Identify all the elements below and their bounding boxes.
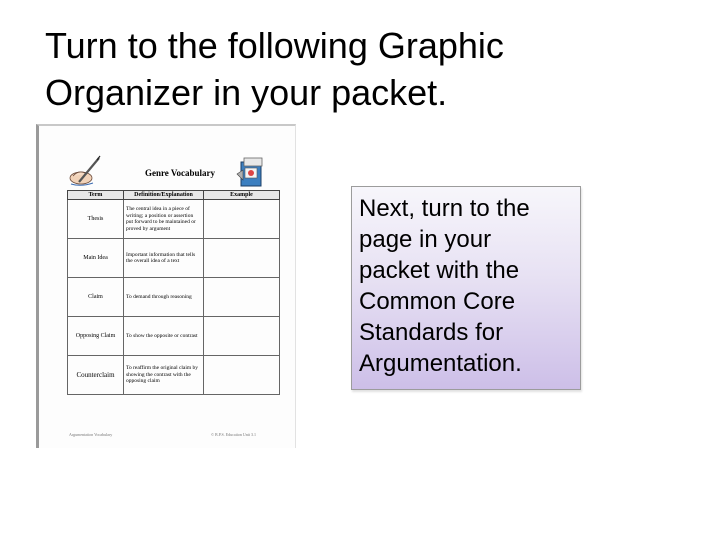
term-cell: Counterclaim <box>68 356 124 395</box>
callout-text <box>359 193 579 379</box>
example-cell <box>204 200 280 239</box>
term-cell: Opposing Claim <box>68 317 124 356</box>
slide-title <box>45 22 685 116</box>
column-header: Definition/Explanation <box>124 191 204 200</box>
footer-left-text: Argumentation Vocabulary <box>69 432 113 437</box>
genre-vocabulary-table <box>67 190 280 395</box>
definition-cell: Important information that tells the overall idea of a text <box>124 239 204 278</box>
table-row <box>68 356 280 395</box>
example-cell <box>204 278 280 317</box>
pencil-hand-icon <box>67 154 103 188</box>
callout-line: Common Core <box>359 288 516 315</box>
example-cell <box>204 356 280 395</box>
definition-cell: To demand through reasoning <box>124 278 204 317</box>
callout-line: packet with the <box>359 257 520 284</box>
page-heading: Genre Vocabulary <box>144 168 216 178</box>
example-cell <box>204 317 280 356</box>
definition-cell: To reaffirm the original claim by showing the contrast with the opposing claim <box>124 356 204 395</box>
table-header-row <box>68 191 280 200</box>
callout-line: Argumentation. <box>359 350 522 377</box>
callout-line: page in your <box>359 226 492 253</box>
term-cell: Claim <box>68 278 124 317</box>
table-row <box>68 317 280 356</box>
callout-line: Standards for <box>359 319 504 346</box>
packet-page-image <box>36 124 296 448</box>
footer-right-text: © B.P.S. Education Unit 3.1 <box>211 432 257 437</box>
callout-line: Next, turn to the <box>359 195 530 222</box>
slide-title-line: Organizer in your packet. <box>45 72 448 113</box>
table-row <box>68 278 280 317</box>
callout-box <box>351 186 581 390</box>
definition-cell: To show the opposite or contrast <box>124 317 204 356</box>
column-header: Example <box>204 191 280 200</box>
example-cell <box>204 239 280 278</box>
column-header: Term <box>68 191 124 200</box>
term-cell: Thesis <box>68 200 124 239</box>
definition-cell: The central idea in a piece of writing; a position or assertion put forward to be maintained or proved by argument <box>124 200 204 239</box>
table-row <box>68 239 280 278</box>
table-row <box>68 200 280 239</box>
slide-title-line: Turn to the following Graphic <box>45 25 504 66</box>
term-cell: Main Idea <box>68 239 124 278</box>
page-header <box>67 154 277 190</box>
book-icon <box>235 154 267 188</box>
